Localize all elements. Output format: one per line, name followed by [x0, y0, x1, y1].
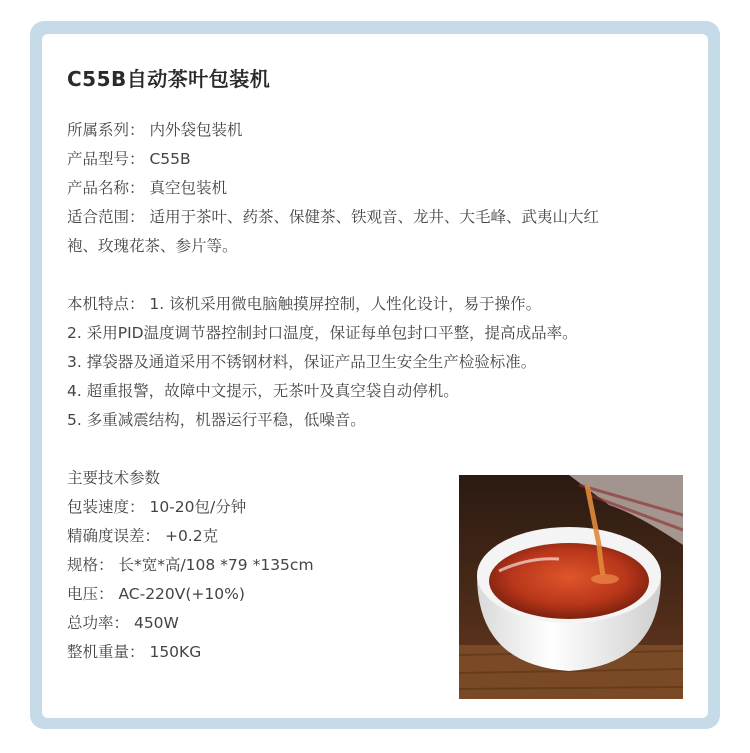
- info-value: 适用于茶叶、药茶、保健茶、铁观音、龙井、大毛峰、武夷山大红: [149, 208, 599, 226]
- feature-line-5: 5. 多重减震结构，机器运行平稳，低噪音。: [67, 411, 366, 429]
- spec-value: 450W: [133, 614, 179, 632]
- info-scope-cont: [67, 236, 238, 256]
- spec-value: 10-20包/分钟: [149, 498, 247, 516]
- spec-label: 包装速度：: [67, 498, 145, 516]
- spec-label: 总功率：: [67, 614, 130, 632]
- info-label: 产品型号：: [67, 150, 145, 168]
- spec-value: 长*宽*高/108 *79 *135cm: [118, 556, 314, 574]
- spec-label: 电压：: [67, 585, 114, 603]
- spec-label: 精确度误差：: [67, 527, 161, 545]
- info-series: [67, 120, 242, 140]
- info-scope: [67, 207, 599, 227]
- info-label: 适合范围：: [67, 208, 145, 226]
- spec-row-voltage: [67, 584, 245, 604]
- feature-line-2: 2. 采用PID温度调节器控制封口温度，保证每单包封口平整，提高成品率。: [67, 324, 578, 342]
- tea-cup-illustration: [459, 475, 683, 699]
- product-title: C55B自动茶叶包装机: [67, 67, 271, 91]
- info-model: [67, 149, 191, 169]
- feature-line-1: 本机特点： 1. 该机采用微电脑触摸屏控制，人性化设计，易于操作。: [67, 295, 542, 313]
- info-value: 袍、玫瑰花茶、参片等。: [67, 237, 238, 255]
- feature-line-4: 4. 超重报警，故障中文提示，无茶叶及真空袋自动停机。: [67, 382, 459, 400]
- spec-row-size: [67, 555, 314, 575]
- info-value: 内外袋包装机: [149, 121, 243, 139]
- spec-value: +0.2克: [164, 527, 219, 545]
- tea-cup-photo: [459, 475, 683, 699]
- spec-row-weight: [67, 642, 201, 662]
- spec-value: AC-220V(+10%): [118, 585, 245, 603]
- spec-row-power: [67, 613, 179, 633]
- spec-label: 规格：: [67, 556, 114, 574]
- info-name: [67, 178, 227, 198]
- info-label: 所属系列：: [67, 121, 145, 139]
- spec-label: 整机重量：: [67, 643, 145, 661]
- info-value: 真空包装机: [149, 179, 227, 197]
- product-card: [42, 34, 708, 718]
- feature-line-3: 3. 撑袋器及通道采用不锈钢材料，保证产品卫生安全生产检验标准。: [67, 353, 537, 371]
- info-value: C55B: [149, 150, 191, 168]
- spec-value: 150KG: [149, 643, 202, 661]
- info-label: 产品名称：: [67, 179, 145, 197]
- spec-row-speed: [67, 497, 246, 517]
- spec-row-accuracy: [67, 526, 218, 546]
- specs-heading: 主要技术参数: [67, 469, 161, 487]
